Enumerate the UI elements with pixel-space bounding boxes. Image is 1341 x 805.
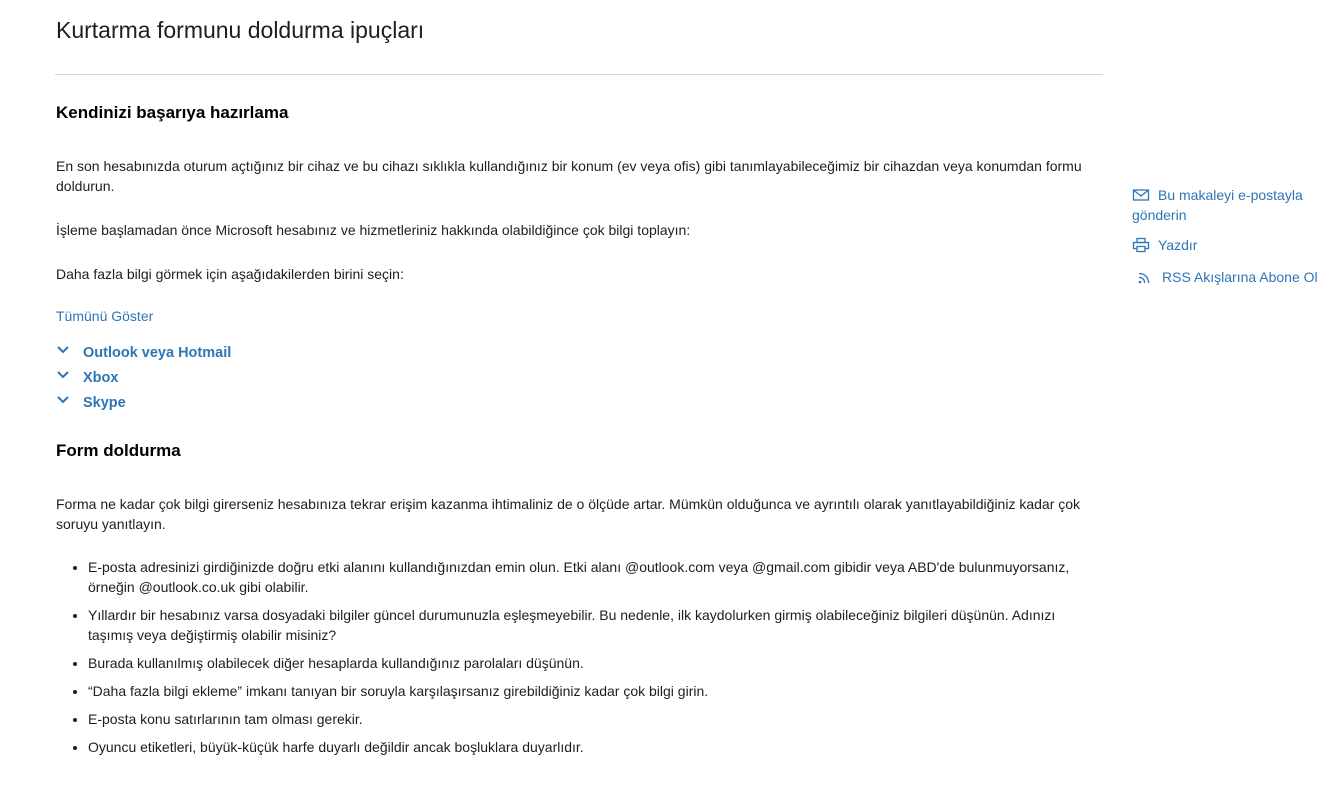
list-item: • E-posta konu satırlarının tam olması gerekir. xyxy=(88,709,1098,729)
accordion-label: Skype xyxy=(83,394,126,411)
list-item: • Yıllardır bir hesabınız varsa dosyadaki bilgiler güncel durumunuzla eşleşmeyebilir. Bu nedenle, ilk kaydolurken girmiş olabileceğiniz bilgileri düşünün. Adınızı taşımış veya değiştirmiş olabilir misiniz? xyxy=(88,605,1098,645)
email-article-link[interactable] xyxy=(1132,185,1303,225)
chevron-down-icon xyxy=(56,343,70,357)
rss-link[interactable] xyxy=(1136,267,1318,287)
list-item: • “Daha fazla bilgi ekleme” imkanı tanıyan bir soruyla karşılaşırsanız girebildiğiniz kadar çok bilgi girin. xyxy=(88,681,1098,701)
printer-icon xyxy=(1132,237,1150,253)
chevron-down-icon xyxy=(56,368,70,382)
list-item: • Oyuncu etiketleri, büyük-küçük harfe duyarlı değildir ancak boşluklara duyarlıdır. xyxy=(88,737,1098,757)
print-label: Yazdır xyxy=(1158,237,1198,253)
list-item: • E-posta adresinizi girdiğinizde doğru etki alanını kullandığınızdan emin olun. Etki alanı @outlook.com veya @gmail.com gibidir veya ABD'de bulunmuyorsanız, örneğin @outlook.co.uk gibi olabilir. xyxy=(88,557,1098,597)
accordion-list xyxy=(56,340,231,415)
print-link[interactable] xyxy=(1132,235,1197,255)
section-heading-preparation: Kendinizi başarıya hazırlama xyxy=(56,103,289,122)
chevron-down-icon xyxy=(56,393,70,407)
page-title: Kurtarma formunu doldurma ipuçları xyxy=(56,17,425,43)
show-all-link[interactable]: Tümünü Göster xyxy=(56,308,154,324)
accordion-item-outlook[interactable] xyxy=(56,340,231,365)
tips-list xyxy=(68,557,1098,765)
accordion-label: Xbox xyxy=(83,369,119,386)
paragraph-more-info: Forma ne kadar çok bilgi girerseniz hesabınıza tekrar erişim kazanma ihtimaliniz de o ölçüde artar. Mümkün olduğunca ve ayrıntılı olarak yanıtlayabildiğiniz kadar çok soruyu yanıtlayın. xyxy=(56,496,1081,532)
title-divider xyxy=(55,74,1103,75)
paragraph-select-below: Daha fazla bilgi görmek için aşağıdakilerden birini seçin: xyxy=(56,266,404,282)
mail-icon xyxy=(1132,187,1150,203)
rss-label: RSS Akışlarına Abone Ol xyxy=(1162,269,1318,285)
paragraph-gather-info: İşleme başlamadan önce Microsoft hesabınız ve hizmetleriniz hakkında olabildiğince çok bilgi toplayın: xyxy=(56,222,691,238)
accordion-item-xbox[interactable] xyxy=(56,365,231,390)
section-heading-form-filling: Form doldurma xyxy=(56,441,181,460)
rss-icon xyxy=(1136,269,1154,285)
email-link-line2: gönderin xyxy=(1132,207,1187,223)
accordion-item-skype[interactable] xyxy=(56,390,231,415)
list-item: • Burada kullanılmış olabilecek diğer hesaplarda kullandığınız parolaları düşünün. xyxy=(88,653,1098,673)
paragraph-device-location: En son hesabınızda oturum açtığınız bir cihaz ve bu cihazı sıklıkla kullandığınız bir konum (ev veya ofis) gibi tanımlayabileceğimiz bir cihazdan veya konumdan formu doldurun. xyxy=(56,158,1082,194)
accordion-label: Outlook veya Hotmail xyxy=(83,344,232,361)
email-link-line1: Bu makaleyi e-postayla xyxy=(1158,187,1303,203)
